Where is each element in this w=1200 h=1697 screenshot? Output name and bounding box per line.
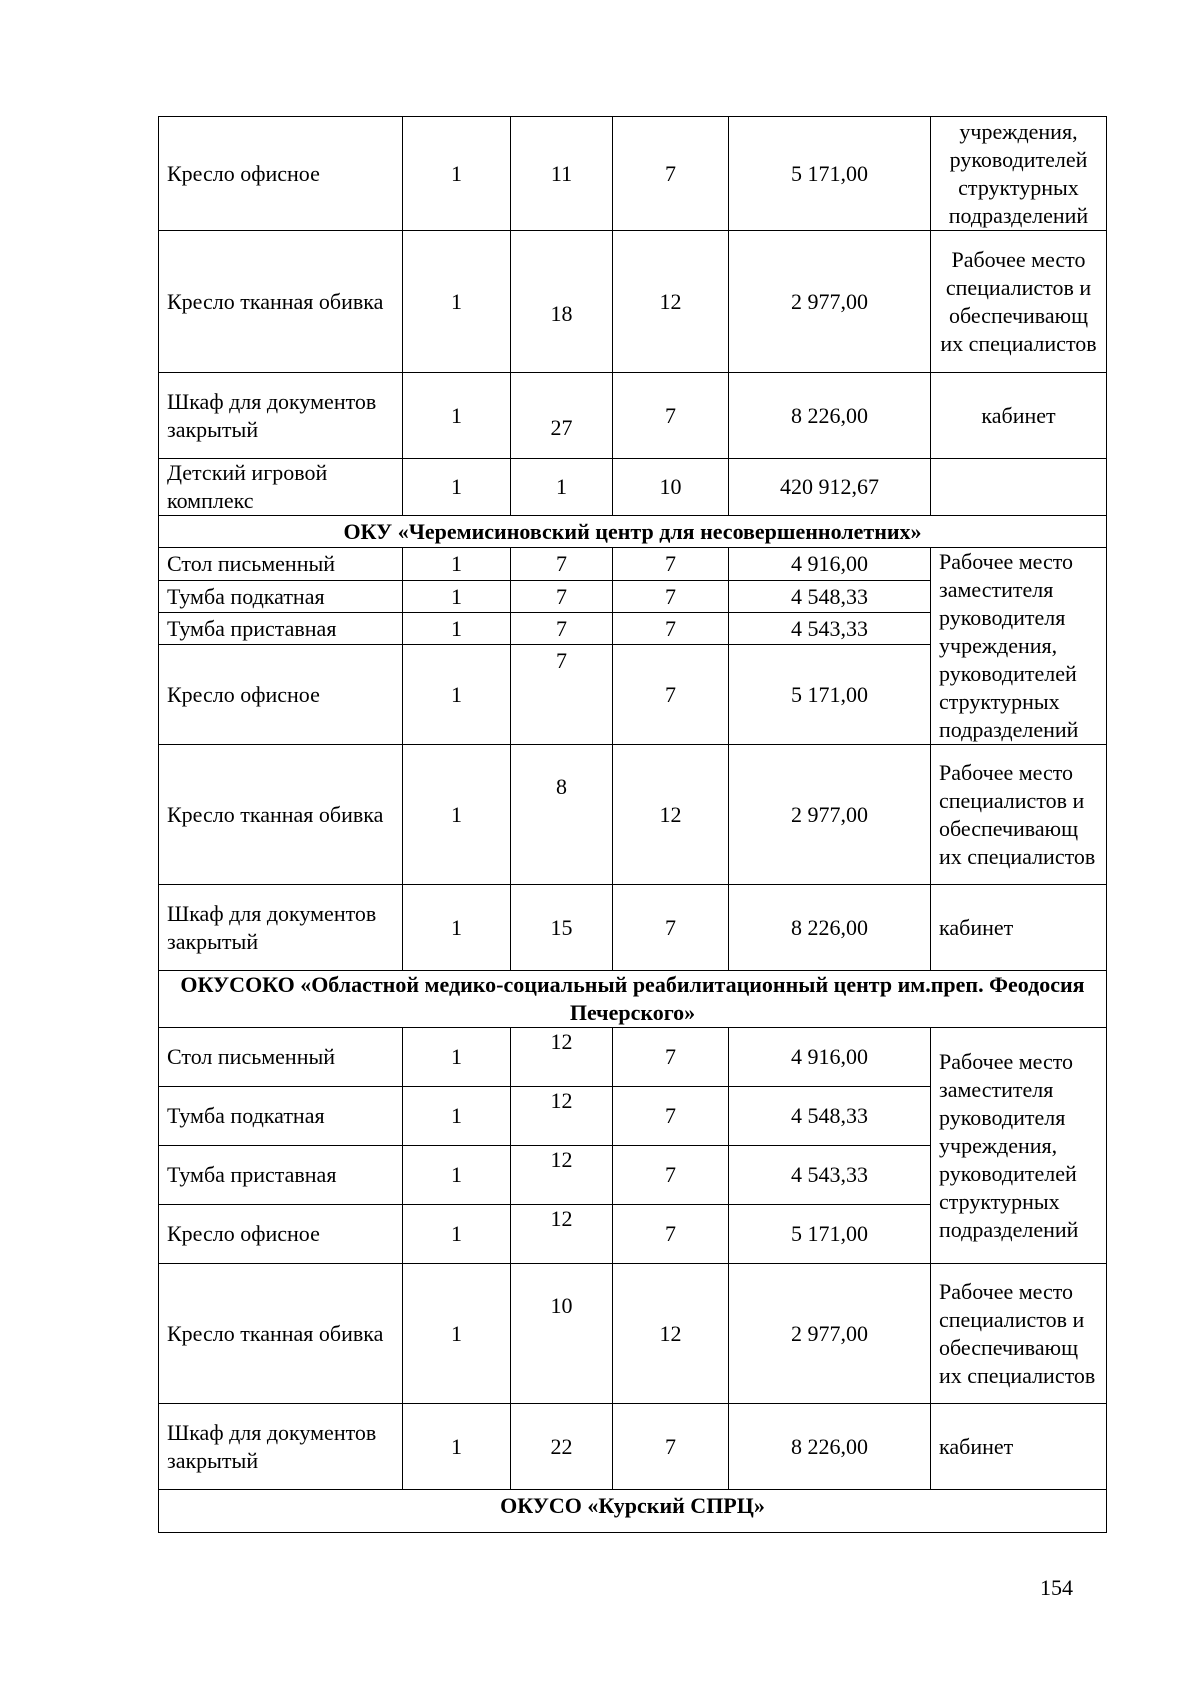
item-count: 22: [511, 1404, 613, 1490]
item-count: 27: [511, 373, 613, 459]
section-row: [159, 971, 1107, 1028]
item-note: Рабочее место специалистов и обеспечивающ их специалистов: [931, 231, 1107, 373]
table-row: [159, 373, 1107, 459]
item-price: 4 916,00: [729, 548, 931, 581]
item-quantity: 1: [403, 117, 511, 231]
table-row: [159, 117, 1107, 231]
item-note: учреждения, руководителей структурных подразделений: [931, 117, 1107, 231]
item-name: Детский игровой комплекс: [159, 459, 403, 516]
section-title: ОКУСО «Курский СПРЦ»: [159, 1490, 1107, 1533]
item-note: [931, 459, 1107, 516]
section-row: [159, 1490, 1107, 1533]
item-count: 12: [511, 1028, 613, 1087]
item-price: 420 912,67: [729, 459, 931, 516]
item-quantity: 1: [403, 645, 511, 745]
item-years: 12: [613, 745, 729, 885]
item-name: Кресло тканная обивка: [159, 1264, 403, 1404]
item-years: 7: [613, 117, 729, 231]
item-note: кабинет: [931, 885, 1107, 971]
item-note: Рабочее место специалистов и обеспечивающ их специалистов: [931, 745, 1107, 885]
item-quantity: 1: [403, 613, 511, 645]
item-price: 4 916,00: [729, 1028, 931, 1087]
merged-note: Рабочее место заместителя руководителя учреждения, руководителей структурных подразделений: [931, 548, 1107, 745]
item-count: 12: [511, 1205, 613, 1264]
item-name: Тумба подкатная: [159, 581, 403, 613]
item-years: 7: [613, 885, 729, 971]
item-name: Шкаф для документов закрытый: [159, 1404, 403, 1490]
item-count: 7: [511, 548, 613, 581]
table-row: [159, 548, 1107, 581]
item-name: Тумба приставная: [159, 1146, 403, 1205]
item-years: 7: [613, 1028, 729, 1087]
item-name: Тумба подкатная: [159, 1087, 403, 1146]
item-price: 8 226,00: [729, 373, 931, 459]
item-price: 8 226,00: [729, 1404, 931, 1490]
item-count: 15: [511, 885, 613, 971]
item-count: 18: [511, 231, 613, 373]
item-years: 12: [613, 231, 729, 373]
table-row: [159, 885, 1107, 971]
section-title: ОКУСОКО «Областной медико-социальный реабилитационный центр им.преп. Феодосия Печерского»: [159, 971, 1107, 1028]
item-years: 10: [613, 459, 729, 516]
item-name: Шкаф для документов закрытый: [159, 885, 403, 971]
table-row: [159, 745, 1107, 885]
item-name: Шкаф для документов закрытый: [159, 373, 403, 459]
item-years: 12: [613, 1264, 729, 1404]
item-quantity: 1: [403, 1264, 511, 1404]
item-years: 7: [613, 1205, 729, 1264]
item-quantity: 1: [403, 1205, 511, 1264]
item-years: 7: [613, 373, 729, 459]
item-quantity: 1: [403, 1028, 511, 1087]
item-years: 7: [613, 645, 729, 745]
item-name: Кресло офисное: [159, 645, 403, 745]
item-count: 7: [511, 613, 613, 645]
item-count: 7: [511, 581, 613, 613]
item-price: 4 543,33: [729, 1146, 931, 1205]
item-name: Стол письменный: [159, 1028, 403, 1087]
item-price: 2 977,00: [729, 1264, 931, 1404]
item-note: Рабочее место специалистов и обеспечивающ их специалистов: [931, 1264, 1107, 1404]
item-price: 4 548,33: [729, 1087, 931, 1146]
table-row: [159, 231, 1107, 373]
table-row: [159, 1264, 1107, 1404]
item-count: 1: [511, 459, 613, 516]
item-price: 5 171,00: [729, 645, 931, 745]
item-price: 8 226,00: [729, 885, 931, 971]
item-years: 7: [613, 1146, 729, 1205]
item-price: 2 977,00: [729, 231, 931, 373]
item-count: 12: [511, 1146, 613, 1205]
item-years: 7: [613, 1087, 729, 1146]
item-note: кабинет: [931, 373, 1107, 459]
item-count: 12: [511, 1087, 613, 1146]
item-years: 7: [613, 581, 729, 613]
item-price: 5 171,00: [729, 117, 931, 231]
table-row: [159, 459, 1107, 516]
item-name: Кресло тканная обивка: [159, 745, 403, 885]
item-quantity: 1: [403, 1087, 511, 1146]
section-title: ОКУ «Черемисиновский центр для несовершеннолетних»: [159, 516, 1107, 548]
item-count: 7: [511, 645, 613, 745]
item-quantity: 1: [403, 745, 511, 885]
item-price: 4 543,33: [729, 613, 931, 645]
item-quantity: 1: [403, 548, 511, 581]
item-quantity: 1: [403, 581, 511, 613]
item-quantity: 1: [403, 459, 511, 516]
table-row: [159, 1404, 1107, 1490]
item-count: 11: [511, 117, 613, 231]
item-name: Тумба приставная: [159, 613, 403, 645]
item-quantity: 1: [403, 373, 511, 459]
item-count: 10: [511, 1264, 613, 1404]
item-note: кабинет: [931, 1404, 1107, 1490]
item-quantity: 1: [403, 231, 511, 373]
item-price: 5 171,00: [729, 1205, 931, 1264]
item-name: Кресло офисное: [159, 117, 403, 231]
item-years: 7: [613, 1404, 729, 1490]
item-quantity: 1: [403, 1146, 511, 1205]
item-price: 2 977,00: [729, 745, 931, 885]
item-quantity: 1: [403, 1404, 511, 1490]
item-price: 4 548,33: [729, 581, 931, 613]
page-number: 154: [1040, 1575, 1073, 1600]
item-name: Кресло офисное: [159, 1205, 403, 1264]
item-name: Кресло тканная обивка: [159, 231, 403, 373]
merged-note: Рабочее место заместителя руководителя учреждения, руководителей структурных подразделений: [931, 1028, 1107, 1264]
item-years: 7: [613, 613, 729, 645]
item-count: 8: [511, 745, 613, 885]
section-row: [159, 516, 1107, 548]
item-name: Стол письменный: [159, 548, 403, 581]
table-row: [159, 1028, 1107, 1087]
item-years: 7: [613, 548, 729, 581]
item-quantity: 1: [403, 885, 511, 971]
furniture-table: [158, 116, 1107, 1533]
